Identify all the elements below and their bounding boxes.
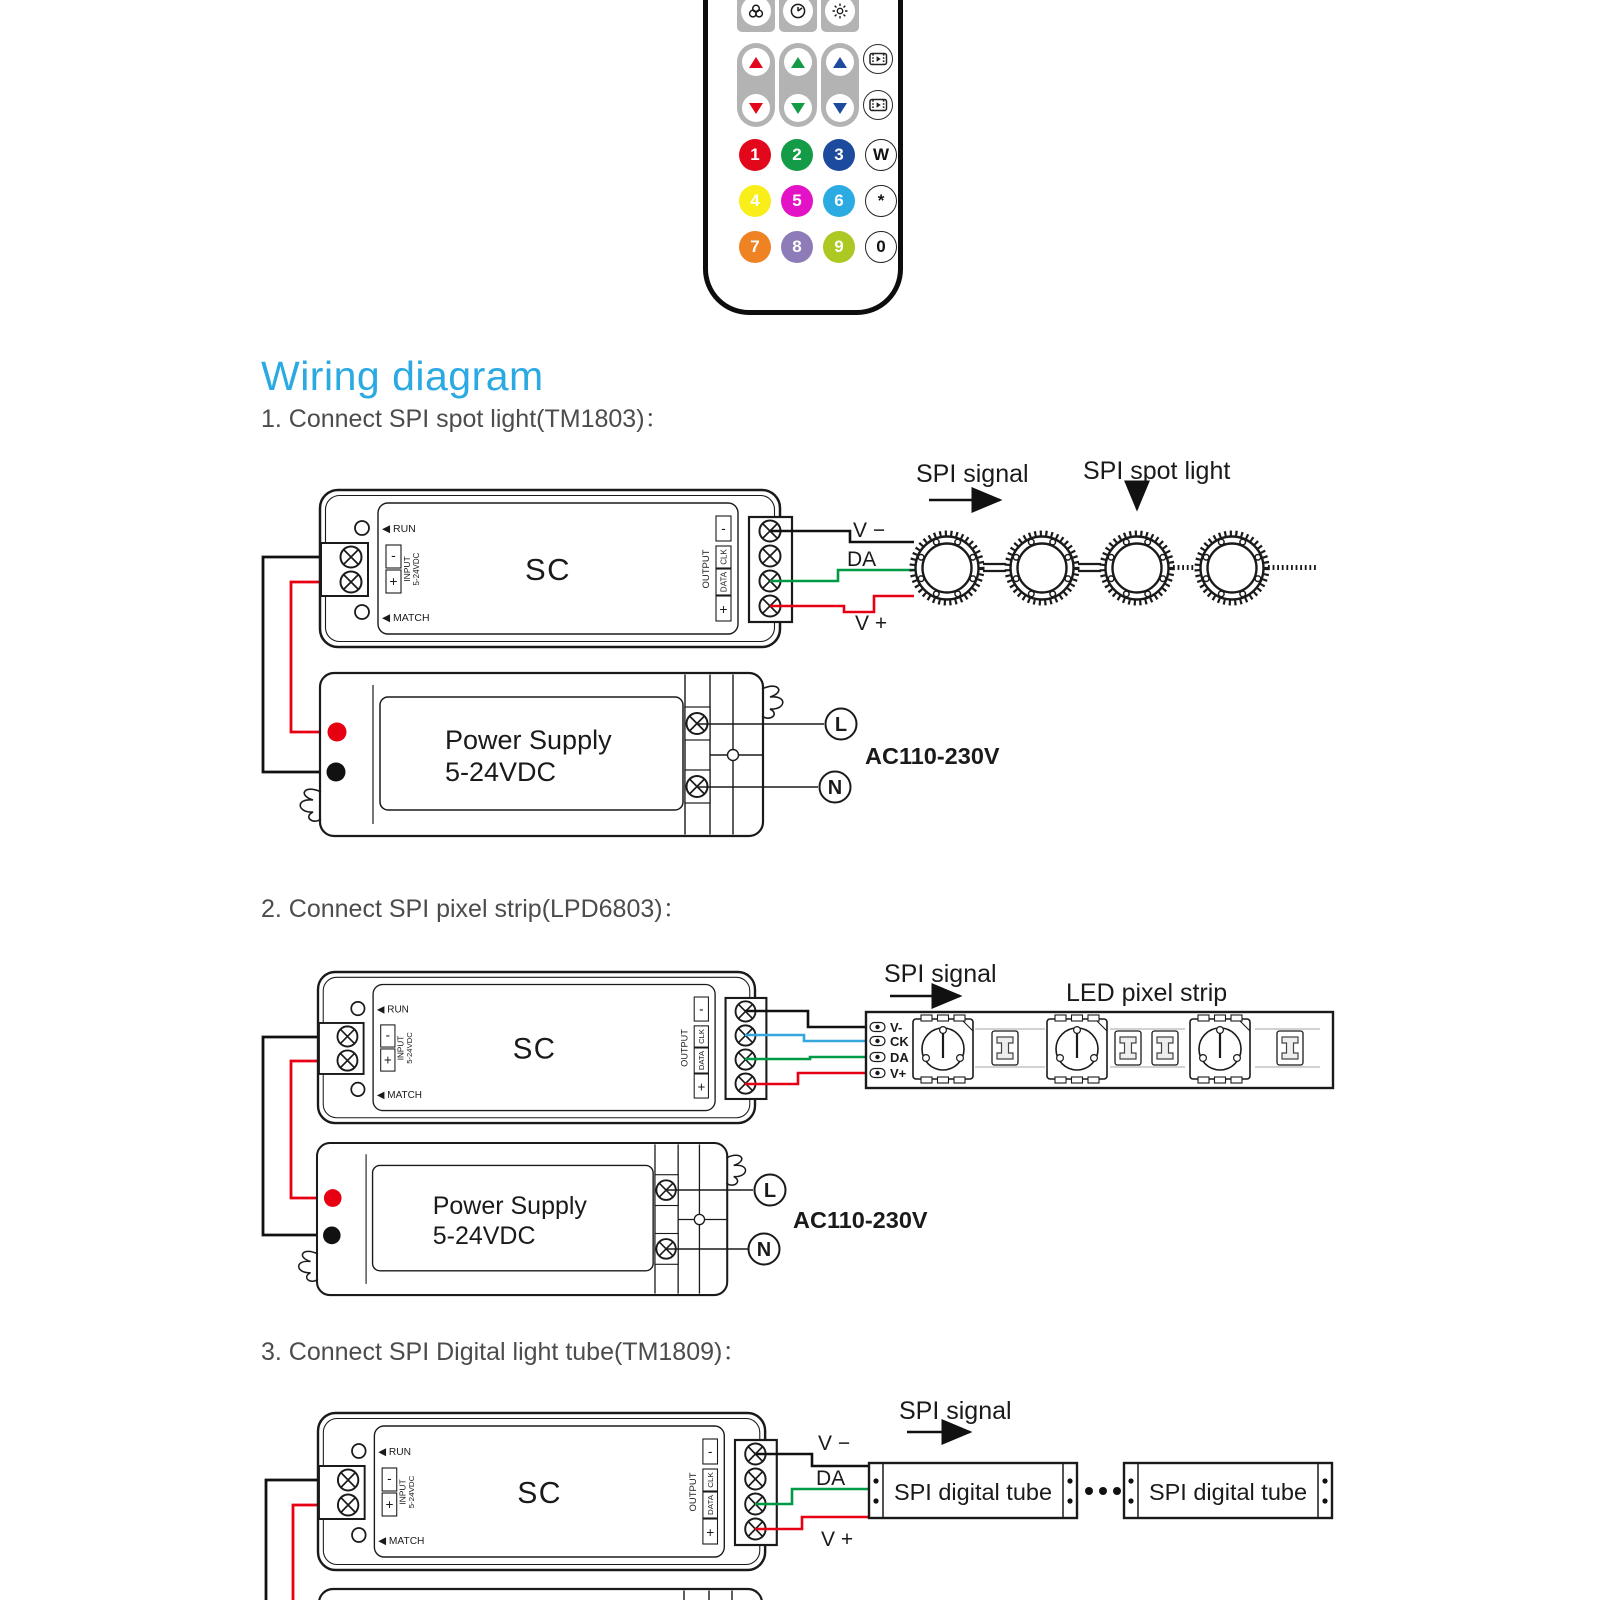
brightness-sun-icon [825,0,855,26]
blue-channel-pad [821,43,859,127]
pad-vminus-label: V- [890,1020,903,1035]
ac-voltage-label: AC110-230V [793,1207,928,1233]
color-button [737,0,775,32]
key-8: 8 [781,231,813,263]
neutral-label: N [827,777,843,799]
da-wire-label: DA [816,1467,846,1490]
spi-signal-label: SPI signal [899,1397,1012,1425]
chain-continuation-dots [1085,1487,1121,1495]
remote-control-illustration [703,0,903,315]
key-star: * [865,185,897,217]
brightness-button [821,0,859,32]
vminus-wire-label: V − [853,519,886,542]
pixel-strip-label: LED pixel strip [1066,979,1228,1007]
green-channel-pad [779,43,817,127]
section-1-heading: 1. Connect SPI spot light(TM1803)： [261,405,670,433]
blue-down-button [826,94,854,122]
live-label: L [763,1180,777,1202]
blue-up-button [826,48,854,76]
key-1: 1 [739,139,771,171]
section-3-heading: 3. Connect SPI Digital light tube(TM1809)： [261,1338,748,1366]
key-2: 2 [781,139,813,171]
vminus-wire-label: V − [818,1432,851,1455]
spi-signal-label: SPI signal [916,460,1029,488]
red-down-button [742,94,770,122]
section-2-heading: 2. Connect SPI pixel strip(LPD6803)： [261,895,688,923]
green-up-arrow-icon [791,57,805,68]
blue-down-arrow-icon [833,103,847,114]
spi-signal-label: SPI signal [884,960,997,988]
mode-button-1 [863,44,893,74]
red-down-arrow-icon [749,103,763,114]
green-down-button [784,94,812,122]
live-label: L [834,714,848,736]
wiring-diagram-pixel-strip [250,920,1360,1320]
speed-button [779,0,817,32]
key-7: 7 [739,231,771,263]
blue-up-arrow-icon [833,57,847,68]
key-3: 3 [823,139,855,171]
pad-vplus-label: V+ [890,1066,907,1081]
key-5: 5 [781,185,813,217]
red-channel-pad [737,43,775,127]
wiring-diagram-digital-tube [250,1395,1360,1600]
green-down-arrow-icon [791,103,805,114]
red-up-button [742,48,770,76]
vplus-wire-label: V + [855,612,888,635]
vplus-wire-label: V + [821,1528,854,1551]
spot-light-label: SPI spot light [1083,457,1231,485]
key-6: 6 [823,185,855,217]
speed-clock-icon [783,0,813,26]
mode-button-2 [863,90,893,120]
pad-ck-label: CK [890,1034,909,1049]
wiring-diagram-spot-light [250,440,1360,852]
page-title: Wiring diagram [261,353,544,399]
film-play-icon [869,98,888,112]
color-wheel-icon [741,0,771,26]
ac-voltage-label: AC110-230V [865,743,1000,769]
key-4: 4 [739,185,771,217]
da-wire-label: DA [847,548,877,571]
key-0: 0 [865,231,897,263]
pad-da-label: DA [890,1050,909,1065]
key-9: 9 [823,231,855,263]
film-play-icon [869,52,888,66]
neutral-label: N [756,1239,772,1261]
red-up-arrow-icon [749,57,763,68]
key-w: W [865,139,897,171]
green-up-button [784,48,812,76]
